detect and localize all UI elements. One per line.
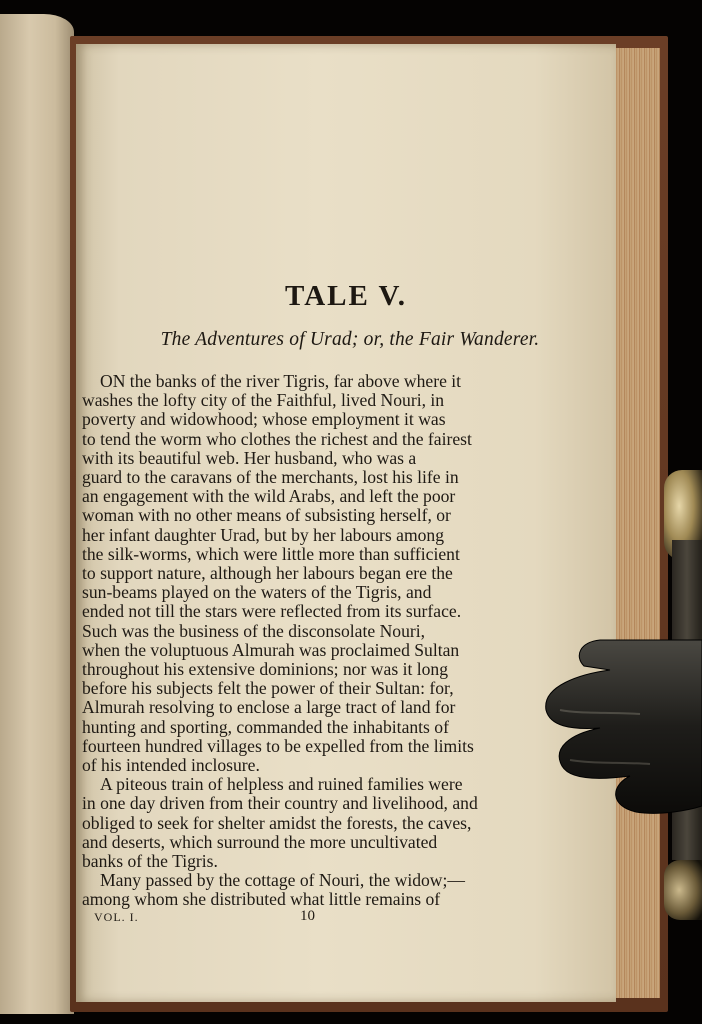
tale-subtitle: The Adventures of Urad; or, the Fair Wanderer. xyxy=(160,329,540,350)
text-line: A piteous train of helpless and ruined families were xyxy=(100,774,463,795)
text-line: sun-beams played on the waters of the Tigris, and xyxy=(82,582,432,603)
text-line: to support nature, although her labours began ere the xyxy=(82,563,453,584)
text-line: ended not till the stars were reflected from its surface. xyxy=(82,601,462,622)
text-line: before his subjects felt the power of their Sultan: for, xyxy=(82,678,454,699)
page-footer xyxy=(90,908,530,928)
volume-signature: VOL. I. xyxy=(94,910,139,924)
text-line: washes the lofty city of the Faithful, lived Nouri, in xyxy=(82,390,445,411)
text-line: obliged to seek for shelter amidst the forests, the caves, xyxy=(82,812,472,833)
text-line: fourteen hundred villages to be expelled from the limits xyxy=(82,735,474,756)
text-line: Such was the business of the disconsolate Nouri, xyxy=(82,620,426,641)
page-number: 10 xyxy=(300,908,315,924)
tale-body xyxy=(82,372,537,910)
text-line: her infant daughter Urad, but by her labours among xyxy=(82,524,445,545)
text-line: among whom she distributed what little remains of xyxy=(82,889,441,910)
page-block-edges xyxy=(610,48,660,998)
text-line: of his intended inclosure. xyxy=(82,755,260,776)
tale-title: TALE V. xyxy=(285,280,407,312)
text-line: in one day driven from their country and livelihood, and xyxy=(82,793,478,814)
text-line: hunting and sporting, commanded the inhabitants of xyxy=(82,716,449,737)
text-line: the silk-worms, which were little more than sufficient xyxy=(82,543,460,564)
text-line: guard to the caravans of the merchants, lost his life in xyxy=(82,467,459,488)
text-line: to tend the worm who clothes the richest and the fairest xyxy=(82,428,472,449)
text-line: throughout his extensive dominions; nor was it long xyxy=(82,659,449,680)
iron-hand-page-holder xyxy=(540,630,702,830)
text-line: banks of the Tigris. xyxy=(82,851,218,872)
text-line: an engagement with the wild Arabs, and left the poor xyxy=(82,486,456,507)
text-line: when the voluptuous Almurah was proclaimed Sultan xyxy=(82,639,460,660)
text-line: poverty and widowhood; whose employment it was xyxy=(82,409,446,430)
text-line: Many passed by the cottage of Nouri, the widow;— xyxy=(100,870,465,891)
text-line: Almurah resolving to enclose a large tract of land for xyxy=(82,697,456,718)
text-line: and deserts, which surround the more uncultivated xyxy=(82,831,438,852)
text-line: with its beautiful web. Her husband, who was a xyxy=(82,447,417,468)
left-page-edge xyxy=(0,14,74,1014)
brass-clip-bottom xyxy=(664,860,702,920)
text-line: woman with no other means of subsisting herself, or xyxy=(82,505,451,526)
text-line: ON the banks of the river Tigris, far above where it xyxy=(100,371,462,391)
